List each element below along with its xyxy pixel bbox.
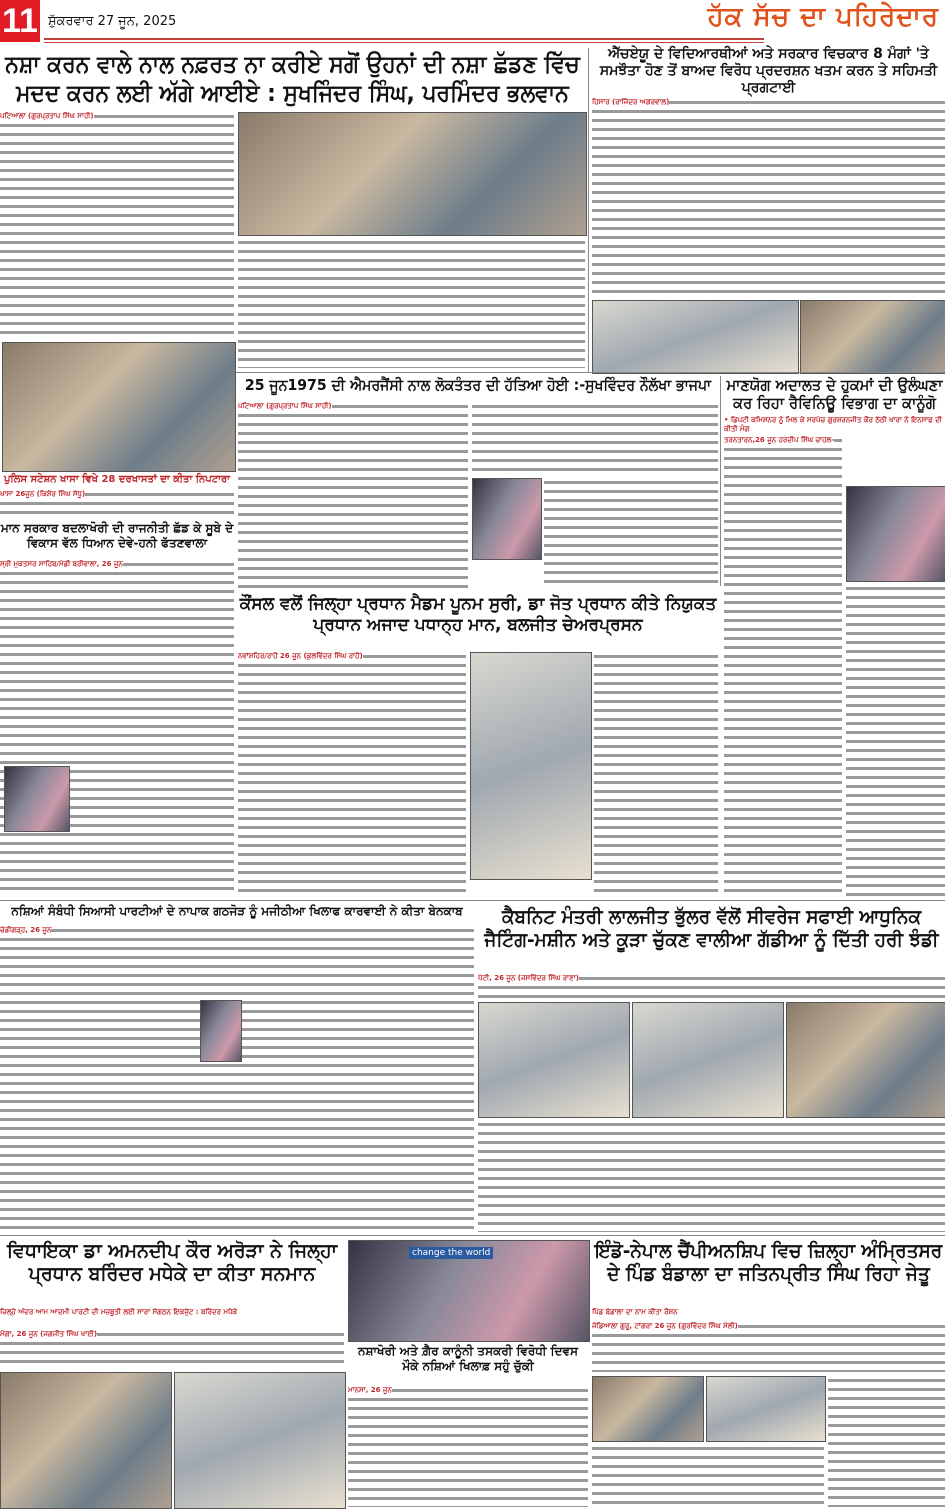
council-headline: ਕੌਂਸਲ ਵਲੋਂ ਜਿਲ੍ਹਾ ਪ੍ਰਧਾਨ ਮੈਡਮ ਪੂਨਮ ਸੁਰੀ, ਡਾ ਜੋਤ ਪ੍ਰਧਾਨ ਕੀਤੇ ਨਿਯੁਕਤ ਪ੍ਰਧਾਨ ਅਜਾਦ ਪਧਾਨ੍ਹ ਮਾਨ, ਬਲਜੀਤ ਚੇਅਰਪ੍ਰਸਨ: [238, 594, 718, 648]
cabinet-dateline: ਪੱਟੀ, 26 ਜੂਨ (ਜਸਵਿੰਦਰ ਸਿੰਘ ਰਾਣਾ): [478, 974, 579, 982]
emergency-headline: 25 ਜੂਨ1975 ਦੀ ਐਮਰਜੈਂਸੀ ਨਾਲ ਲੋਕਤੰਤਰ ਦੀ ਹੱਤਿਆ ਹੋਈ :-ਸੁਖਵਿੰਦਰ ਨੌਲੱਖਾ ਭਾਜਪਾ: [238, 376, 718, 398]
police-dateline: ਖਾਸਾ 26ਜੂਨ (ਕਿਸ਼ੋਰ ਸਿੰਘ ਸੱਧੂ): [0, 490, 86, 498]
mann-dateline: ਸ੍ਰੀ ਮੁਕਤਸਰ ਸਾਹਿਬ/ਮੰਡੀ ਬਰੀਵਾਲਾ, 26 ਜੂਨ: [0, 560, 123, 568]
emergency-body-3: [544, 478, 718, 588]
majithia-body: [0, 926, 474, 1231]
column-divider: [588, 48, 589, 373]
drugday-body: [348, 1386, 588, 1507]
council-dateline: ਨਵਾਂਸ਼ਹਿਰ/ਰਾਹੋਂ 26 ਜੂਨ (ਕੁਲਵਿੰਦਰ ਸਿੰਘ ਰਾਹੋਂ): [238, 652, 363, 660]
lead-body: [0, 112, 234, 338]
mann-body: [0, 560, 234, 896]
vehicle-photo-1: [478, 1002, 630, 1118]
majithia-headline: ਨਸ਼ਿਆਂ ਸੰਬੰਧੀ ਸਿਆਸੀ ਪਾਰਟੀਆਂ ਦੇ ਨਾਪਾਕ ਗਠਜੋੜ ਨੂੰ ਮਜੀਠੀਆ ਖਿਲਾਫ ਕਾਰਵਾਈ ਨੇ ਕੀਤਾ ਬੇਨਕਾਬ: [0, 904, 474, 922]
lead-photo: [238, 112, 587, 236]
meeting-photo: [2, 342, 236, 472]
majithia-dateline: ਚੰਡੀਗੜ੍ਹ, 26 ਜੂਨ: [0, 926, 52, 934]
students-photo: [800, 300, 945, 374]
council-ceremony-photo: [470, 652, 592, 880]
vehicle-photo-2: [632, 1002, 784, 1118]
mann-headline: ਮਾਨ ਸਰਕਾਰ ਬਦਲਾਖੋਰੀ ਦੀ ਰਾਜਨੀਤੀ ਛੱਡ ਕੇ ਸੂਬੇ ਦੇ ਵਿਕਾਸ ਵੱਲ ਧਿਆਨ ਦੇਵੇ-ਹਨੀ ਫੱਤਣਵਾਲਾ: [0, 521, 234, 557]
drugday-headline: ਨਸ਼ਾਖੋਰੀ ਅਤੇ ਗ਼ੈਰ ਕਾਨੂੰਨੀ ਤਸਕਰੀ ਵਿਰੋਧੀ ਦਿਵਸ ਮੌਕੇ ਨਸ਼ਿਆਂ ਖਿਲਾਫ਼ ਸਹੁੰ ਚੁੱਕੀ: [348, 1344, 588, 1382]
police-headline: ਪੁਲਿਸ ਸਟੇਸ਼ਨ ਖਾਸਾ ਵਿਖੇ 28 ਦਰਖਾਸਤਾਂ ਦਾ ਕੀਤਾ ਨਿਪਟਾਰਾ: [0, 474, 234, 488]
issue-date: ਸ਼ੁੱਕਰਵਾਰ 27 ਜੂਨ, 2025: [48, 14, 177, 29]
nepal-headline: ਇੰਡੋ-ਨੇਪਾਲ ਚੈਂਪੀਅਨਸ਼ਿਪ ਵਿਚ ਜ਼ਿਲ੍ਹਾ ਅੰਮ੍ਰਿਤਸਰ ਦੇ ਪਿੰਡ ਬੰਡਾਲਾ ਦਾ ਜਤਿਨਪ੍ਰੀਤ ਸਿੰਘ ਰਿਹਾ ਜੇਤੂ: [592, 1240, 945, 1304]
emergency-body-2: [472, 402, 718, 476]
portrait-photo: [472, 478, 542, 560]
police-body: [0, 490, 234, 518]
cabinet-body: [478, 974, 945, 998]
drugday-dateline: ਮਾਨਸਾ, 26 ਜੂਨ: [348, 1386, 392, 1394]
sarpanch-photo: [846, 486, 945, 582]
cabinet-body-2: [478, 1120, 945, 1232]
section-divider: [0, 1235, 945, 1236]
honey-photo: [4, 766, 70, 832]
lead-body-continued: [238, 238, 585, 368]
kanungo-subhead: • ਡਿਪਟੀ ਕਮਿਸ਼ਨਰ ਨੂੰ ਮਿਲ ਕੇ ਸਰਪੰਚ ਗੁਰਸ਼ਰਨਜੀਤ ਕੌਰ ਠੱਠੀ ਖਾਰਾ ਨੇ ਇਨਸਾਫ ਦੀ ਕੀਤੀ ਮੰਗ: [724, 416, 942, 433]
cabinet-headline: ਕੈਬਨਿਟ ਮੰਤਰੀ ਲਾਲਜੀਤ ਭੁੱਲਰ ਵੱਲੋਂ ਸੀਵਰੇਜ ਸਫਾਈ ਆਧੁਨਿਕ ਜੈਟਿੰਗ-ਮਸ਼ੀਨ ਅਤੇ ਕੂੜਾ ਚੁੱਕਣ ਵਾਲੀਆ ਗੱਡੀਆ ਨੂੰ ਦਿੱਤੀ ਹਰੀ ਝੰਡੀ: [478, 906, 945, 970]
nepal-photo-2: [706, 1376, 826, 1442]
masthead-logo: [708, 2, 939, 33]
majithia-photo: [200, 1000, 242, 1062]
lead-headline: ਨਸ਼ਾ ਕਰਨ ਵਾਲੇ ਨਾਲ ਨਫ਼ਰਤ ਨਾ ਕਰੀਏ ਸਗੋਂ ਉਹਨਾਂ ਦੀ ਨਸ਼ਾ ਛੱਡਣ ਵਿੱਚ ਮਦਦ ਕਰਨ ਲਈ ਅੱਗੇ ਆਈਏ : ਸੁਖਜਿੰਦਰ ਸਿੰਘ, ਪਰਮਿੰਦਰ ਭਲਵਾਨ: [0, 50, 585, 110]
photo-banner-text: change the world: [409, 1247, 493, 1259]
column-divider: [720, 376, 721, 586]
oath-photo: [348, 1240, 590, 1342]
students-dateline: ਹਿਸਾਰ (ਰਾਜਿੰਦਰ ਅਗਰਵਾਲ): [592, 98, 670, 106]
arora-subhead: ਜ਼ਿਲ੍ਹੇ ਅੰਦਰ ਆਮ ਆਦਮੀ ਪਾਰਟੀ ਦੀ ਮਜ਼ਬੂਤੀ ਲਈ ਸਾਰਾ ਸੰਗਠਨ ਇਕਜੁੱਟ : ਬਰਿੰਦਰ ਮਧੇਕੇ: [0, 1308, 344, 1326]
nepal-body-2: [592, 1444, 824, 1507]
council-body-2: [594, 652, 718, 896]
nepal-photo: [592, 1376, 704, 1442]
emergency-dateline: ਪਟਿਆਲਾ (ਗੁਰਪ੍ਰਤਾਪ ਸਿੰਘ ਸਾਹੀ): [238, 402, 332, 410]
section-divider: [0, 900, 945, 901]
students-body: [592, 98, 945, 296]
nepal-body-3: [828, 1376, 945, 1507]
nepal-dateline: ਜੰਡਿਆਲਾ ਗੁਰੂ, ਟਾਂਗਰਾ 26 ਜੂਨ (ਗੁਰਵਿੰਦਰ ਸਿੰਘ ਮੱਲੀ): [592, 1322, 738, 1330]
arora-headline: ਵਿਧਾਇਕਾ ਡਾ ਅਮਨਦੀਪ ਕੌਰ ਅਰੋੜਾ ਨੇ ਜਿਲ੍ਹਾ ਪ੍ਰਧਾਨ ਬਰਿੰਦਰ ਮਧੇਕੇ ਦਾ ਕੀਤਾ ਸਨਮਾਨ: [0, 1240, 344, 1302]
protest-photo: [592, 300, 799, 374]
header-rule: [44, 38, 764, 43]
page-number: 11: [0, 0, 40, 42]
kanungo-body: [724, 436, 842, 896]
arora-body: [0, 1330, 344, 1368]
kanungo-dateline: ਤਰਨਤਾਰਨ,26 ਜੂਨ ਹਰਦੀਪ ਸਿੰਘ ਚਾਹਲ-: [724, 436, 835, 444]
arora-photo-2: [174, 1372, 346, 1509]
arora-photo-1: [0, 1372, 172, 1509]
students-headline: ਐੱਚਏਯੂ ਦੇ ਵਿਦਿਆਰਥੀਆਂ ਅਤੇ ਸਰਕਾਰ ਵਿਚਕਾਰ 8 ਮੰਗਾਂ 'ਤੇ ਸਮਝੌਤਾ ਹੋਣ ਤੋਂ ਬਾਅਦ ਵਿਰੋਧ ਪ੍ਰਦਰਸ਼ਨ ਖਤਮ ਕਰਨ ਤੇ ਸਹਿਮਤੀ ਪ੍ਰਗਟਾਈ: [592, 46, 945, 96]
flag-off-photo: [786, 1002, 945, 1118]
nepal-subhead: ਪਿੰਡ ਬੰਡਾਲਾ ਦਾ ਨਾਮ ਕੀਤਾ ਰੌਸ਼ਨ: [592, 1308, 945, 1318]
logo-text: ਹੱਕ ਸੱਚ ਦਾ ਪਹਿਰੇਦਾਰ: [707, 2, 939, 32]
section-divider: [236, 372, 945, 373]
kanungo-headline: ਮਾਣਯੋਗ ਅਦਾਲਤ ਦੇ ਹੁਕਮਾਂ ਦੀ ਉਲੰਘਣਾ ਕਰ ਰਿਹਾ ਰੈਵਿਨਿਊ ਵਿਭਾਗ ਦਾ ਕਾਨੂੰਗੋ: [724, 376, 945, 414]
kanungo-body-2: [846, 584, 945, 896]
arora-dateline: ਮੋਗਾ, 26 ਜੂਨ (ਜਗਜੀਤ ਸਿੰਘ ਖਾਈ): [0, 1330, 98, 1338]
lead-dateline: ਪਟਿਆਲਾ (ਗੁਰਪ੍ਰਤਾਪ ਸਿੰਘ ਸਾਹੀ): [0, 112, 94, 120]
nepal-body: [592, 1322, 945, 1372]
emergency-body: [238, 402, 468, 588]
council-body: [238, 652, 466, 896]
